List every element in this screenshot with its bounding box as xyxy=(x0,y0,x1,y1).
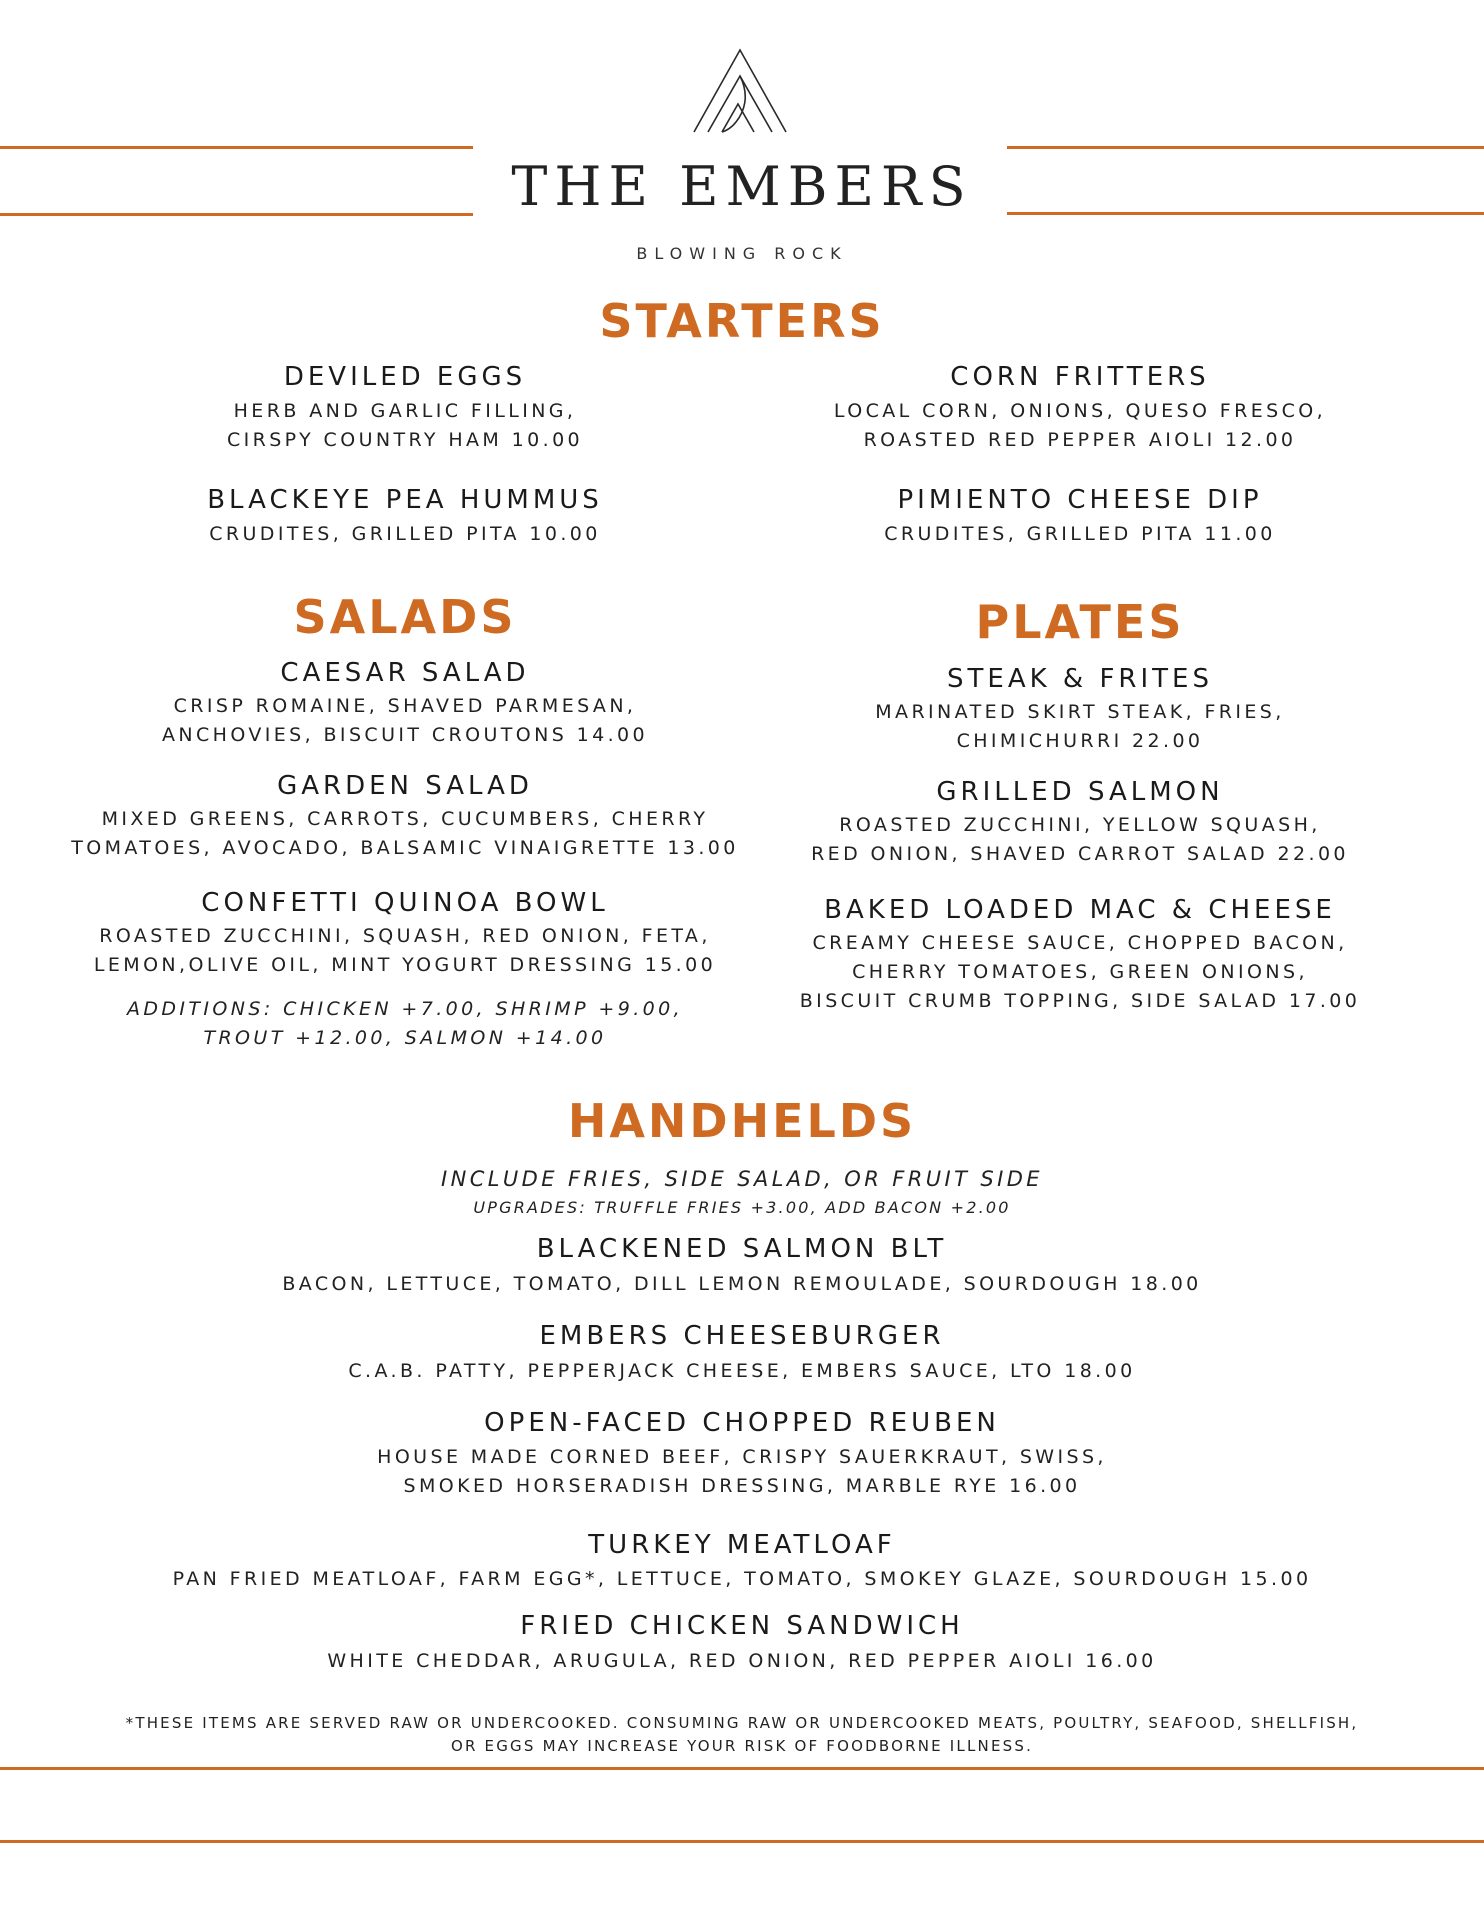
menu-item-desc: MARINATED SKIRT STEAK, FRIES, xyxy=(875,701,1285,723)
menu-item-desc: C.A.B. PATTY, PEPPERJACK CHEESE, EMBERS SAUCE, LTO 18.00 xyxy=(348,1360,1136,1382)
menu-item-name: OPEN-FACED CHOPPED REUBEN xyxy=(484,1408,1000,1438)
menu-item-name: CORN FRITTERS xyxy=(950,362,1210,392)
menu-item-desc: MIXED GREENS, CARROTS, CUCUMBERS, CHERRY xyxy=(101,808,709,830)
menu-item-desc: HERB AND GARLIC FILLING, xyxy=(233,400,577,422)
menu-item-desc: PAN FRIED MEATLOAF, FARM EGG*, LETTUCE, TOMATO, SMOKEY GLAZE, SOURDOUGH 15.00 xyxy=(172,1568,1312,1590)
menu-item-name: TURKEY MEATLOAF xyxy=(588,1530,896,1560)
menu-item-desc: TOMATOES, AVOCADO, BALSAMIC VINAIGRETTE 13.00 xyxy=(71,837,739,859)
menu-item-desc: LOCAL CORN, ONIONS, QUESO FRESCO, xyxy=(833,400,1327,422)
handhelds-upgrades: UPGRADES: TRUFFLE FRIES +3.00, ADD BACON +2.00 xyxy=(473,1198,1011,1217)
handhelds-include: INCLUDE FRIES, SIDE SALAD, OR FRUIT SIDE xyxy=(441,1167,1043,1191)
menu-item-desc: CREAMY CHEESE SAUCE, CHOPPED BACON, xyxy=(812,932,1348,954)
menu-item-name: EMBERS CHEESEBURGER xyxy=(539,1321,945,1351)
footer-rule-top xyxy=(0,1767,1484,1770)
raw-food-disclaimer: *THESE ITEMS ARE SERVED RAW OR UNDERCOOKED. CONSUMING RAW OR UNDERCOOKED MEATS, POULTRY, SEAFOOD, SHELLFISH, xyxy=(125,1714,1359,1732)
menu-item-desc: CRUDITES, GRILLED PITA 10.00 xyxy=(209,523,601,545)
menu-item-name: BAKED LOADED MAC & CHEESE xyxy=(824,895,1336,925)
header-rule-left-top xyxy=(0,146,473,149)
section-title-plates: PLATES xyxy=(975,595,1185,649)
menu-item-desc: CRISP ROMAINE, SHAVED PARMESAN, xyxy=(173,695,637,717)
menu-item-name: PIMIENTO CHEESE DIP xyxy=(897,485,1263,515)
brand-subtitle: BLOWING ROCK xyxy=(636,244,848,263)
brand-name: THE EMBERS xyxy=(511,155,973,218)
menu-item-name: GRILLED SALMON xyxy=(936,777,1224,807)
menu-item-name: FRIED CHICKEN SANDWICH xyxy=(520,1611,964,1641)
menu-item-desc: ROASTED ZUCCHINI, SQUASH, RED ONION, FETA, xyxy=(99,925,711,947)
section-title-salads: SALADS xyxy=(293,590,517,644)
salad-additions: TROUT +12.00, SALMON +14.00 xyxy=(203,1027,607,1049)
menu-item-desc: ANCHOVIES, BISCUIT CROUTONS 14.00 xyxy=(161,724,649,746)
menu-item-name: STEAK & FRITES xyxy=(947,664,1213,694)
section-title-starters: STARTERS xyxy=(599,294,885,348)
menu-item-desc: CHERRY TOMATOES, GREEN ONIONS, xyxy=(852,961,1308,983)
menu-item-name: DEVILED EGGS xyxy=(283,362,527,392)
menu-item-desc: CRUDITES, GRILLED PITA 11.00 xyxy=(884,523,1276,545)
menu-item-desc: RED ONION, SHAVED CARROT SALAD 22.00 xyxy=(811,843,1349,865)
menu-item-desc: CIRSPY COUNTRY HAM 10.00 xyxy=(226,429,584,451)
menu-item-desc: CHIMICHURRI 22.00 xyxy=(956,730,1204,752)
menu-item-desc: LEMON,OLIVE OIL, MINT YOGURT DRESSING 15.00 xyxy=(93,954,717,976)
menu-item-desc: BACON, LETTUCE, TOMATO, DILL LEMON REMOULADE, SOURDOUGH 18.00 xyxy=(282,1273,1202,1295)
menu-item-desc: HOUSE MADE CORNED BEEF, CRISPY SAUERKRAUT, SWISS, xyxy=(377,1446,1107,1468)
menu-item-name: BLACKENED SALMON BLT xyxy=(536,1234,948,1264)
menu-item-desc: SMOKED HORSERADISH DRESSING, MARBLE RYE 16.00 xyxy=(403,1475,1081,1497)
footer-rule-bottom xyxy=(0,1840,1484,1843)
section-title-handhelds: HANDHELDS xyxy=(567,1094,917,1148)
salad-additions: ADDITIONS: CHICKEN +7.00, SHRIMP +9.00, xyxy=(126,998,684,1020)
menu-item-desc: ROASTED ZUCCHINI, YELLOW SQUASH, xyxy=(839,814,1321,836)
menu-item-name: BLACKEYE PEA HUMMUS xyxy=(207,485,603,515)
raw-food-disclaimer: OR EGGS MAY INCREASE YOUR RISK OF FOODBORNE ILLNESS. xyxy=(450,1737,1034,1755)
mountain-flame-icon xyxy=(692,46,788,136)
menu-item-name: CONFETTI QUINOA BOWL xyxy=(201,888,609,918)
menu-item-desc: BISCUIT CRUMB TOPPING, SIDE SALAD 17.00 xyxy=(799,990,1361,1012)
menu-item-desc: ROASTED RED PEPPER AIOLI 12.00 xyxy=(863,429,1297,451)
menu-item-name: CAESAR SALAD xyxy=(280,658,530,688)
header-rule-right-top xyxy=(1007,146,1484,149)
menu-item-desc: WHITE CHEDDAR, ARUGULA, RED ONION, RED PEPPER AIOLI 16.00 xyxy=(327,1650,1157,1672)
menu-item-name: GARDEN SALAD xyxy=(277,771,533,801)
